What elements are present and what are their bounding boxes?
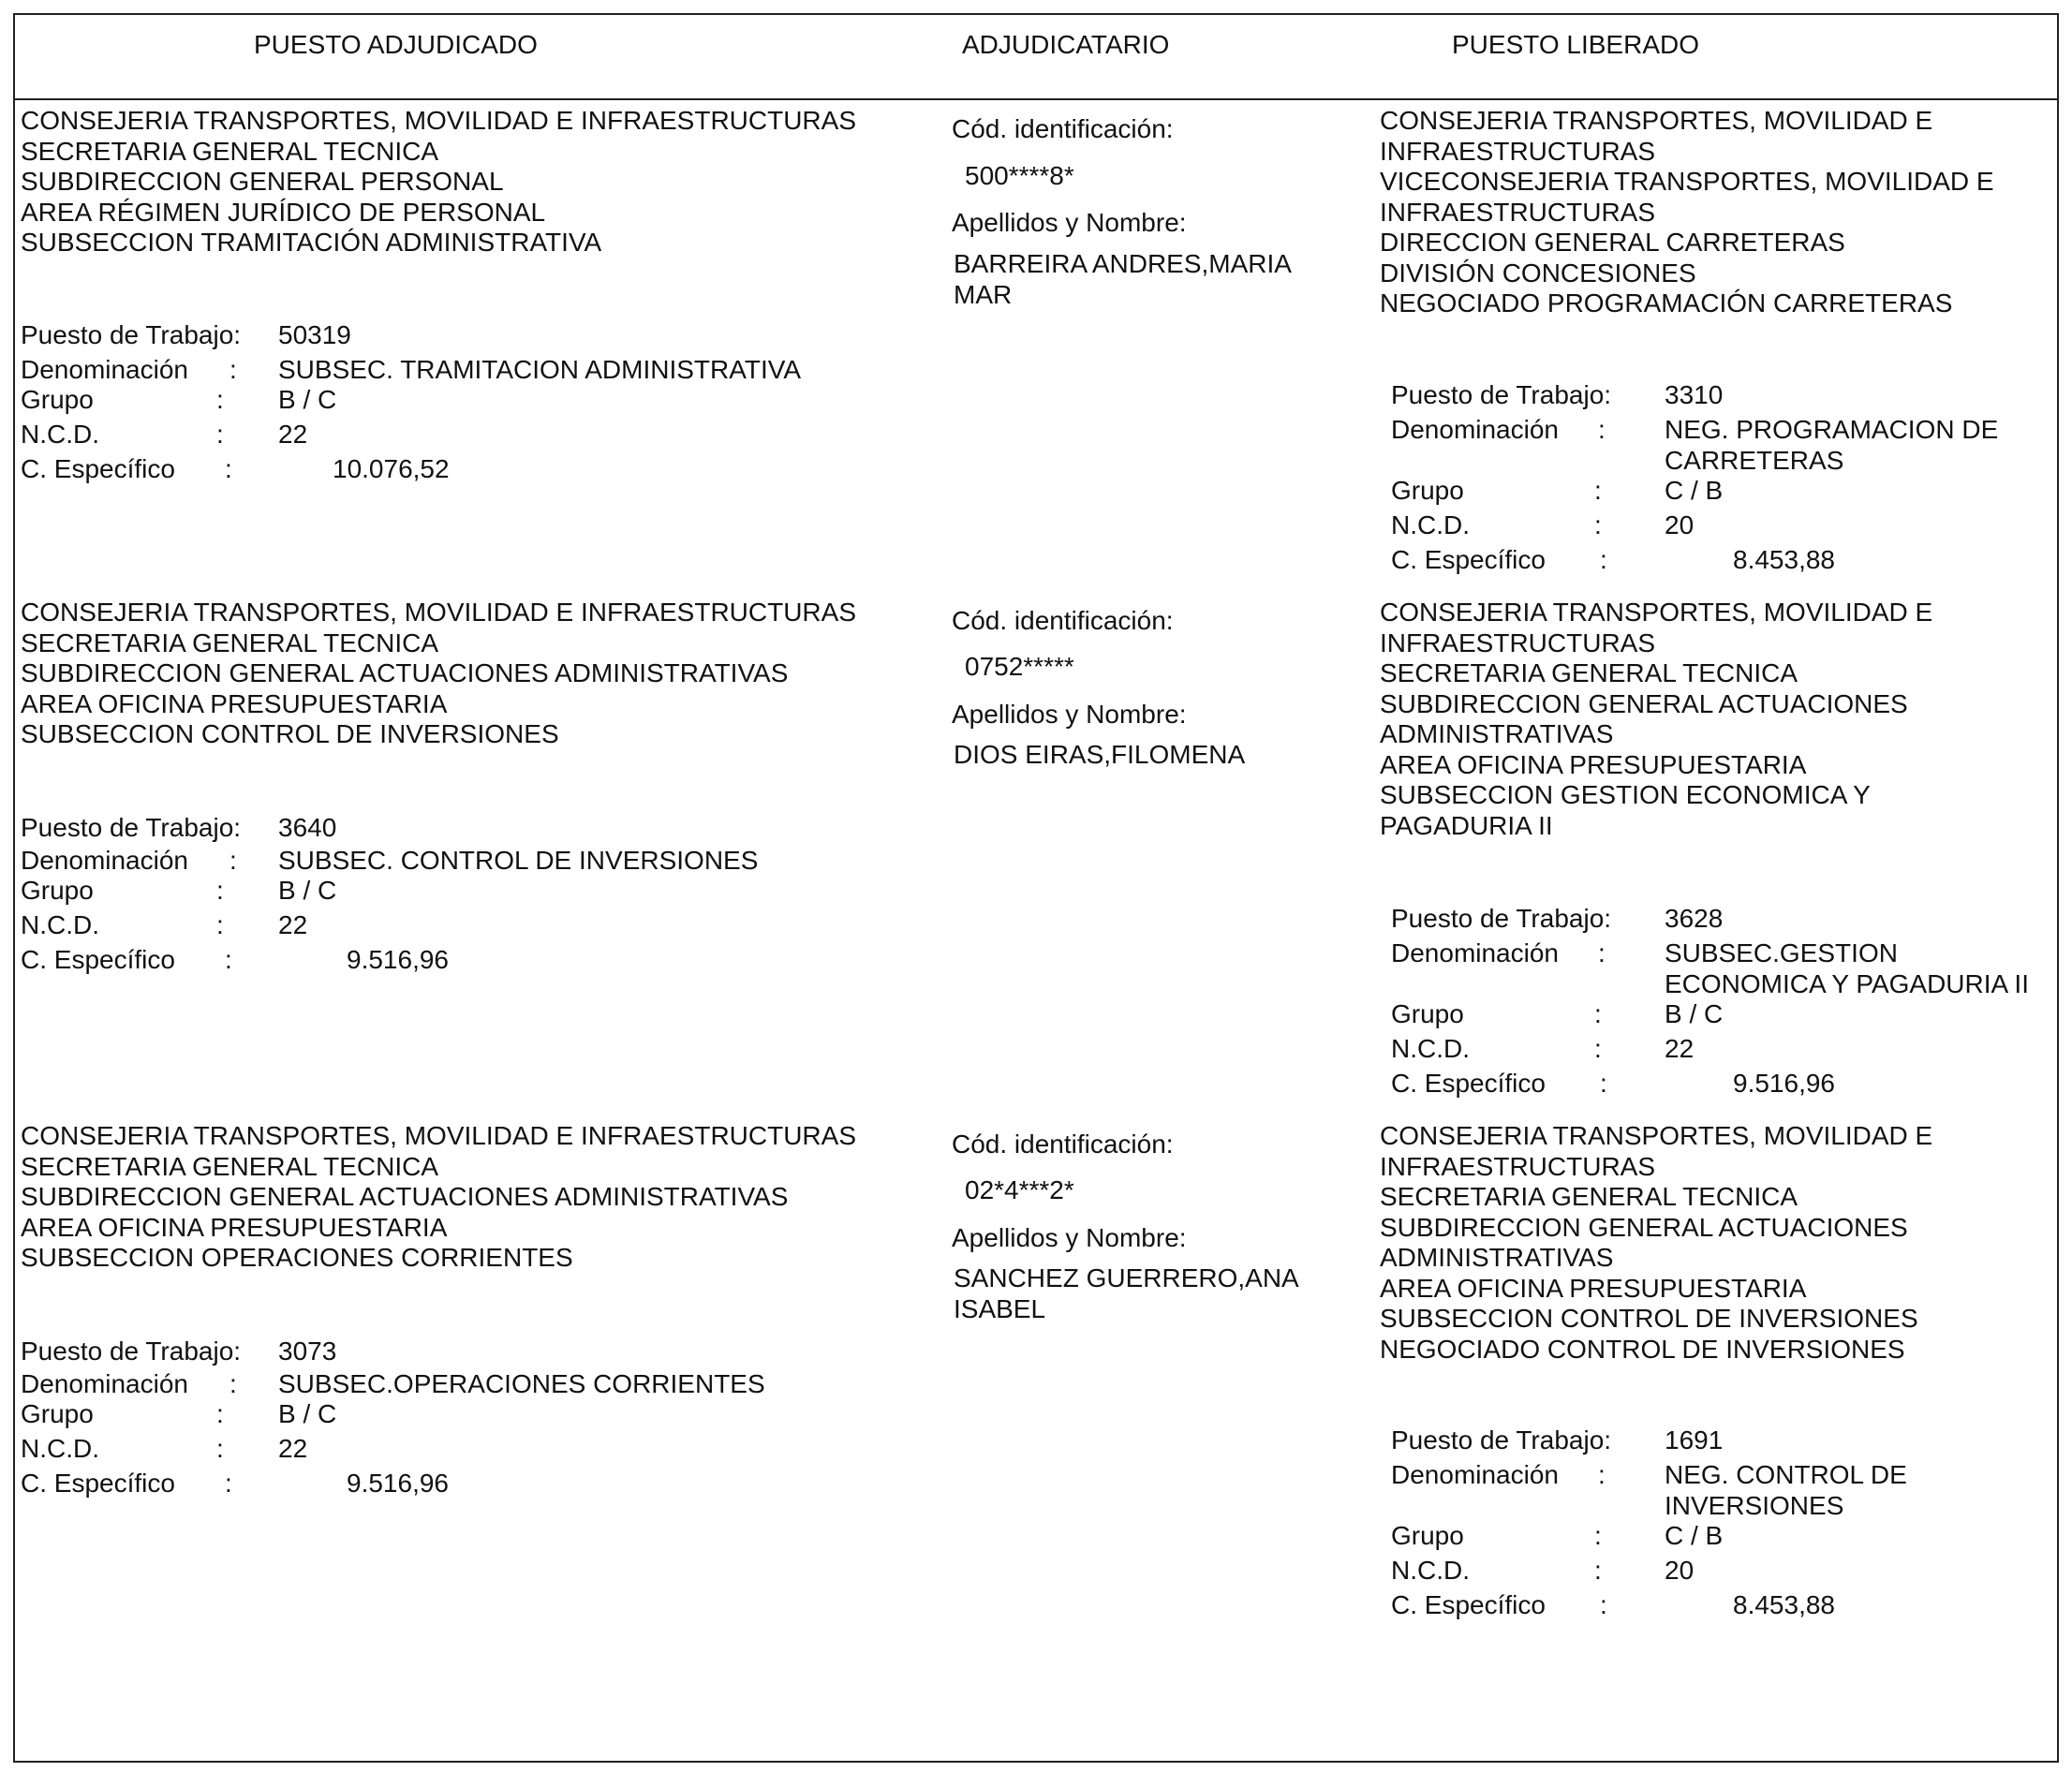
puesto-label: Puesto de Trabajo: xyxy=(1391,904,1612,933)
denominacion-value: SUBSEC.GESTION ECONOMICA Y PAGADURIA II xyxy=(1665,938,2029,998)
denominacion-label: Denominación xyxy=(1391,415,1559,444)
denominacion-value: NEG. PROGRAMACION DE CARRETERAS xyxy=(1665,415,1999,475)
ncd-label: N.C.D. xyxy=(1391,1034,1470,1063)
colon: : xyxy=(1594,999,1602,1028)
adjudicatario-nombre: DIOS EIRAS,FILOMENA xyxy=(954,740,1246,769)
puesto-value: 3640 xyxy=(278,813,337,842)
denominacion-label: Denominación xyxy=(21,355,188,384)
colon: : xyxy=(1598,938,1606,967)
colon: : xyxy=(1600,1590,1607,1619)
colon: : xyxy=(1594,1556,1602,1585)
puesto-label: Puesto de Trabajo: xyxy=(1391,1425,1612,1455)
liberado-organization: CONSEJERIA TRANSPORTES, MOVILIDAD E INFRAESTRUCTURAS SECRETARIA GENERAL TECNICA SUBDIRECCION GENERAL ACTUACIONES ADMINISTRATIVAS AREA OFICINA PRESUPUESTARIA SUBSECCION GESTION ECONOMICA Y PAGADURIA II xyxy=(1380,598,1933,840)
colon: : xyxy=(216,1434,224,1463)
codigo-label: Cód. identificación: xyxy=(952,606,1174,635)
adjudicatario-nombre: SANCHEZ GUERRERO,ANA ISABEL xyxy=(954,1263,1299,1323)
ncd-label: N.C.D. xyxy=(1391,1556,1470,1585)
denominacion-value: SUBSEC. CONTROL DE INVERSIONES xyxy=(278,846,759,875)
colon: : xyxy=(1594,1521,1602,1550)
colon: : xyxy=(1598,1460,1606,1489)
especifico-value: 10.076,52 xyxy=(333,454,450,483)
colon: : xyxy=(216,385,224,414)
codigo-label: Cód. identificación: xyxy=(952,1130,1174,1159)
apellidos-label: Apellidos y Nombre: xyxy=(952,700,1187,729)
ncd-value: 22 xyxy=(278,420,308,449)
colon: : xyxy=(1598,415,1606,444)
grupo-value: B / C xyxy=(278,1399,337,1428)
grupo-value: B / C xyxy=(1665,999,1724,1028)
puesto-label: Puesto de Trabajo: xyxy=(21,1336,242,1366)
adjudicado-organization: CONSEJERIA TRANSPORTES, MOVILIDAD E INFRAESTRUCTURAS SECRETARIA GENERAL TECNICA SUBDIRECCION GENERAL PERSONAL AREA RÉGIMEN JURÍDICO DE PERSONAL SUBSECCION TRAMITACIÓN ADMINISTRATIVA xyxy=(21,106,857,257)
puesto-value: 1691 xyxy=(1665,1425,1724,1455)
header-puesto-adjudicado: PUESTO ADJUDICADO xyxy=(254,30,538,59)
adjudicado-organization: CONSEJERIA TRANSPORTES, MOVILIDAD E INFRAESTRUCTURAS SECRETARIA GENERAL TECNICA SUBDIRECCION GENERAL ACTUACIONES ADMINISTRATIVAS AREA OFICINA PRESUPUESTARIA SUBSECCION CONTROL DE INVERSIONES xyxy=(21,598,857,748)
especifico-value: 9.516,96 xyxy=(1733,1069,1835,1098)
ncd-value: 20 xyxy=(1665,1556,1695,1585)
especifico-value: 8.453,88 xyxy=(1733,545,1835,574)
grupo-value: C / B xyxy=(1665,1521,1724,1550)
codigo-value: 0752***** xyxy=(965,652,1074,681)
grupo-value: B / C xyxy=(278,385,337,414)
grupo-value: B / C xyxy=(278,876,337,905)
especifico-label: C. Específico xyxy=(21,1469,175,1498)
puesto-value: 3073 xyxy=(278,1336,337,1366)
ncd-label: N.C.D. xyxy=(21,910,99,939)
grupo-label: Grupo xyxy=(1391,1521,1464,1550)
colon: : xyxy=(225,945,232,974)
colon: : xyxy=(225,454,232,483)
grupo-label: Grupo xyxy=(1391,999,1464,1028)
denominacion-label: Denominación xyxy=(21,1369,188,1398)
puesto-value: 50319 xyxy=(278,320,351,349)
colon: : xyxy=(229,1369,237,1398)
colon: : xyxy=(229,355,237,384)
especifico-value: 8.453,88 xyxy=(1733,1590,1835,1619)
ncd-label: N.C.D. xyxy=(1391,510,1470,539)
colon: : xyxy=(1594,510,1602,539)
ncd-value: 20 xyxy=(1665,510,1695,539)
puesto-value: 3310 xyxy=(1665,380,1724,409)
ncd-value: 22 xyxy=(278,1434,308,1463)
especifico-label: C. Específico xyxy=(1391,545,1546,574)
codigo-value: 500****8* xyxy=(965,161,1074,190)
colon: : xyxy=(1594,1034,1602,1063)
adjudicatario-nombre: BARREIRA ANDRES,MARIA MAR xyxy=(954,249,1292,309)
grupo-label: Grupo xyxy=(21,876,94,905)
denominacion-label: Denominación xyxy=(21,846,188,875)
puesto-label: Puesto de Trabajo: xyxy=(1391,380,1612,409)
grupo-label: Grupo xyxy=(21,1399,94,1428)
colon: : xyxy=(216,420,224,449)
especifico-label: C. Específico xyxy=(1391,1590,1546,1619)
adjudicado-organization: CONSEJERIA TRANSPORTES, MOVILIDAD E INFRAESTRUCTURAS SECRETARIA GENERAL TECNICA SUBDIRECCION GENERAL ACTUACIONES ADMINISTRATIVAS AREA OFICINA PRESUPUESTARIA SUBSECCION OPERACIONES CORRIENTES xyxy=(21,1121,857,1272)
header-puesto-liberado: PUESTO LIBERADO xyxy=(1452,30,1700,59)
apellidos-label: Apellidos y Nombre: xyxy=(952,208,1187,237)
codigo-label: Cód. identificación: xyxy=(952,114,1174,143)
colon: : xyxy=(216,910,224,939)
colon: : xyxy=(225,1469,232,1498)
puesto-value: 3628 xyxy=(1665,904,1724,933)
especifico-value: 9.516,96 xyxy=(347,945,449,974)
ncd-value: 22 xyxy=(1665,1034,1695,1063)
denominacion-value: NEG. CONTROL DE INVERSIONES xyxy=(1665,1460,1907,1520)
colon: : xyxy=(229,846,237,875)
denominacion-value: SUBSEC. TRAMITACION ADMINISTRATIVA xyxy=(278,355,801,384)
colon: : xyxy=(1594,476,1602,505)
colon: : xyxy=(216,1399,224,1428)
denominacion-value: SUBSEC.OPERACIONES CORRIENTES xyxy=(278,1369,765,1398)
grupo-label: Grupo xyxy=(1391,476,1464,505)
ncd-value: 22 xyxy=(278,910,308,939)
especifico-label: C. Específico xyxy=(21,945,175,974)
colon: : xyxy=(1600,1069,1607,1098)
liberado-organization: CONSEJERIA TRANSPORTES, MOVILIDAD E INFRAESTRUCTURAS SECRETARIA GENERAL TECNICA SUBDIRECCION GENERAL ACTUACIONES ADMINISTRATIVAS AREA OFICINA PRESUPUESTARIA SUBSECCION CONTROL DE INVERSIONES NEGOCIADO CONTROL DE INVERSIONES xyxy=(1380,1121,1933,1364)
especifico-value: 9.516,96 xyxy=(347,1469,449,1498)
header-adjudicatario: ADJUDICATARIO xyxy=(962,30,1170,59)
denominacion-label: Denominación xyxy=(1391,938,1559,967)
grupo-label: Grupo xyxy=(21,385,94,414)
grupo-value: C / B xyxy=(1665,476,1724,505)
codigo-value: 02*4***2* xyxy=(965,1175,1074,1204)
liberado-organization: CONSEJERIA TRANSPORTES, MOVILIDAD E INFRAESTRUCTURAS VICECONSEJERIA TRANSPORTES, MOVILIDAD E INFRAESTRUCTURAS DIRECCION GENERAL CARRETERAS DIVISIÓN CONCESIONES NEGOCIADO PROGRAMACIÓN CARRETERAS xyxy=(1380,106,1994,317)
especifico-label: C. Específico xyxy=(1391,1069,1546,1098)
colon: : xyxy=(1600,545,1607,574)
puesto-label: Puesto de Trabajo: xyxy=(21,320,242,349)
ncd-label: N.C.D. xyxy=(21,420,99,449)
ncd-label: N.C.D. xyxy=(21,1434,99,1463)
colon: : xyxy=(216,876,224,905)
puesto-label: Puesto de Trabajo: xyxy=(21,813,242,842)
especifico-label: C. Específico xyxy=(21,454,175,483)
denominacion-label: Denominación xyxy=(1391,1460,1559,1489)
header-divider xyxy=(13,98,2059,100)
apellidos-label: Apellidos y Nombre: xyxy=(952,1223,1187,1252)
